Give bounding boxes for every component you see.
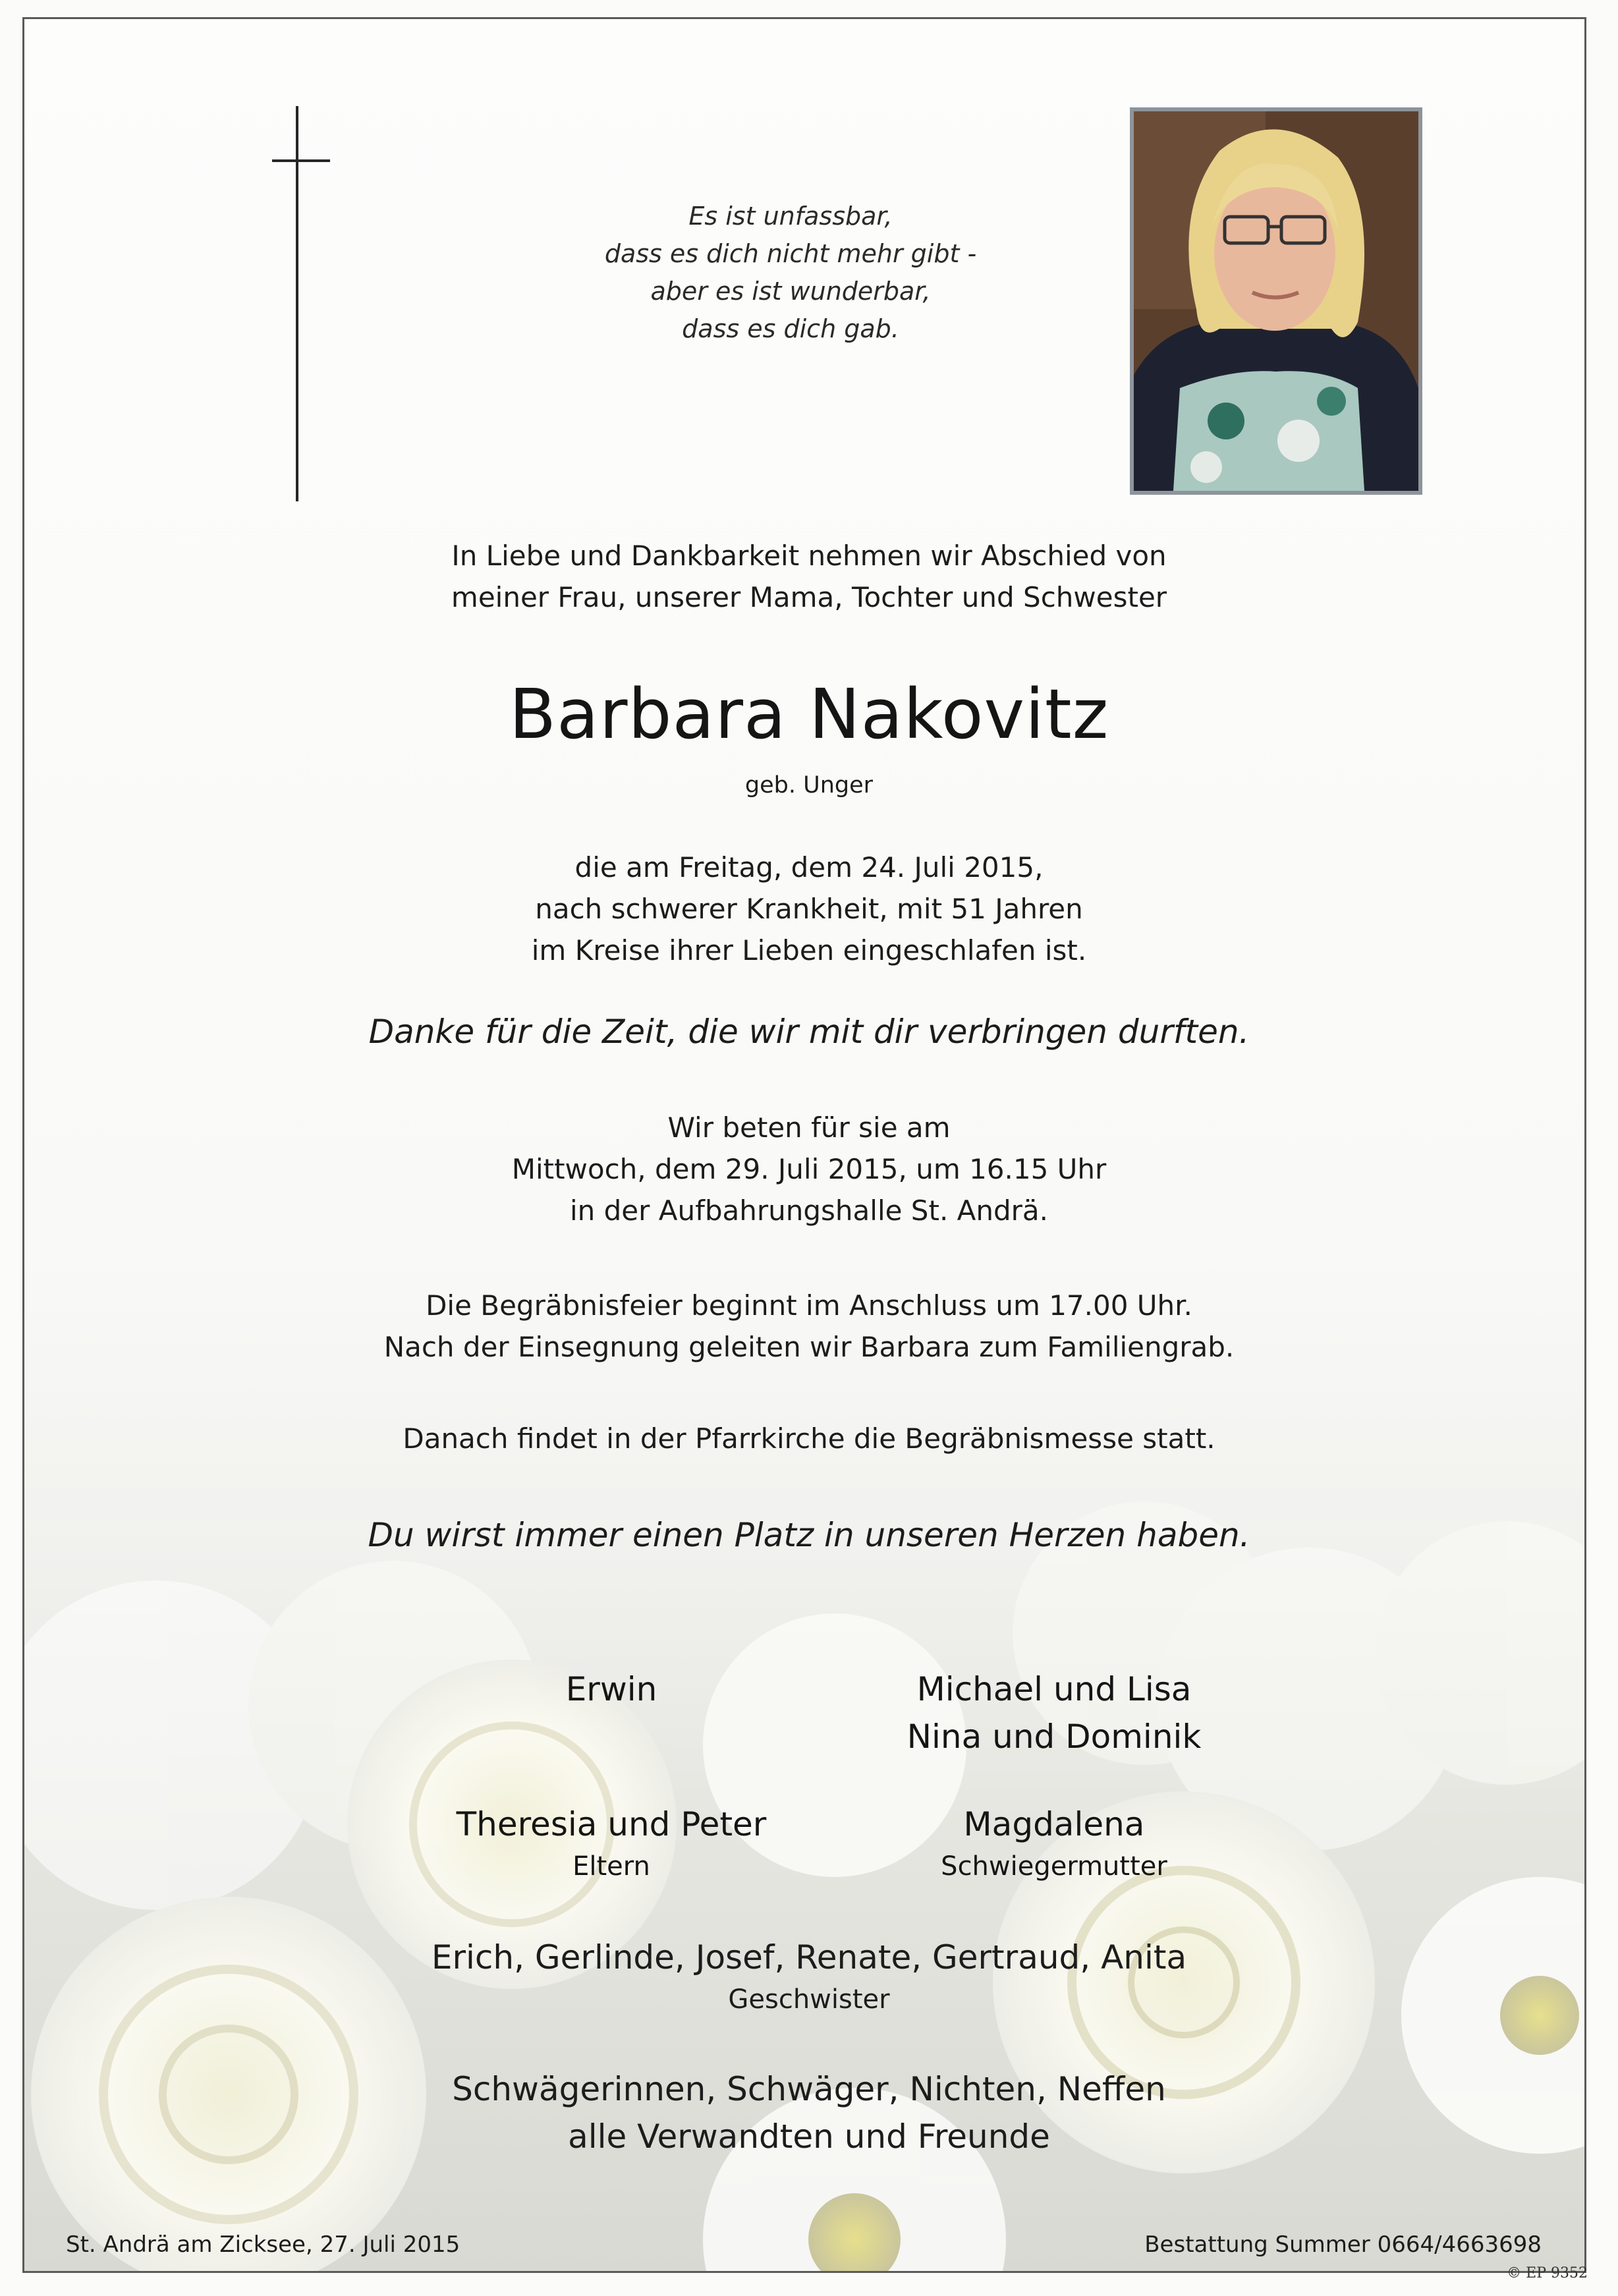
death-notice-line: nach schwerer Krankheit, mit 51 Jahren xyxy=(535,893,1083,925)
prayer-line: Mittwoch, dem 29. Juli 2015, um 16.15 Uhr xyxy=(511,1153,1107,1185)
parents-role: Eltern xyxy=(572,1851,650,1882)
others-line: Schwägerinnen, Schwäger, Nichten, Neffen xyxy=(452,2070,1166,2108)
mother-in-law-role: Schwiegermutter xyxy=(941,1851,1167,1882)
prayer-line: in der Aufbahrungshalle St. Andrä. xyxy=(569,1194,1049,1227)
others-line: alle Verwandten und Freunde xyxy=(568,2117,1050,2156)
children-line: Michael und Lisa xyxy=(916,1670,1192,1708)
death-notice-line: die am Freitag, dem 24. Juli 2015, xyxy=(574,851,1044,883)
funeral-notice xyxy=(0,1285,1618,1368)
mourner-siblings xyxy=(0,1934,1618,2018)
funeral-line: Die Begräbnisfeier beginnt im Anschluss um 17.00 Uhr. xyxy=(426,1289,1192,1322)
portrait-photo xyxy=(1130,107,1422,495)
deceased-name: Barbara Nakovitz xyxy=(509,674,1109,754)
parents-names: Theresia und Peter xyxy=(456,1805,767,1843)
intro-text xyxy=(0,535,1618,618)
quote-line: Es ist unfassbar, xyxy=(688,202,893,231)
mourner-husband: Erwin xyxy=(565,1670,657,1708)
opening-quote xyxy=(461,198,1120,348)
birth-name: geb. Unger xyxy=(744,772,874,798)
quote-line: dass es dich gab. xyxy=(682,314,899,343)
mass-notice: Danach findet in der Pfarrkirche die Begräbnismesse statt. xyxy=(403,1422,1215,1455)
footer-place-date: St. Andrä am Zicksee, 27. Juli 2015 xyxy=(66,2231,460,2258)
children-line: Nina und Dominik xyxy=(907,1718,1202,1756)
footer-undertaker: Bestattung Summer 0664/4663698 xyxy=(1144,2231,1542,2258)
siblings-role: Geschwister xyxy=(728,1984,890,2015)
thanks-line: Danke für die Zeit, die wir mit dir verbringen durften. xyxy=(368,1013,1250,1051)
cross-icon xyxy=(296,106,298,501)
mourner-mother-in-law xyxy=(856,1801,1252,1885)
cross-bar xyxy=(272,159,330,162)
print-code: © EP 9352 xyxy=(1507,2265,1588,2282)
prayer-notice xyxy=(0,1107,1618,1231)
death-notice-line: im Kreise ihrer Lieben eingeschlafen ist. xyxy=(531,934,1087,966)
siblings-names: Erich, Gerlinde, Josef, Renate, Gertraud, Anita xyxy=(431,1938,1187,1976)
prayer-line: Wir beten für sie am xyxy=(667,1111,951,1144)
mourner-others xyxy=(0,2065,1618,2160)
quote-line: aber es ist wunderbar, xyxy=(650,277,931,306)
mourner-parents xyxy=(381,1801,842,1885)
mourner-children xyxy=(856,1666,1252,1760)
death-notice xyxy=(0,847,1618,971)
intro-line: In Liebe und Dankbarkeit nehmen wir Abschied von xyxy=(451,540,1167,572)
funeral-line: Nach der Einsegnung geleiten wir Barbara zum Familiengrab. xyxy=(383,1331,1235,1363)
intro-line: meiner Frau, unserer Mama, Tochter und Schwester xyxy=(451,581,1167,613)
mother-in-law-name: Magdalena xyxy=(963,1805,1145,1843)
closing-line: Du wirst immer einen Platz in unseren Herzen haben. xyxy=(368,1516,1250,1554)
quote-line: dass es dich nicht mehr gibt - xyxy=(604,239,977,268)
